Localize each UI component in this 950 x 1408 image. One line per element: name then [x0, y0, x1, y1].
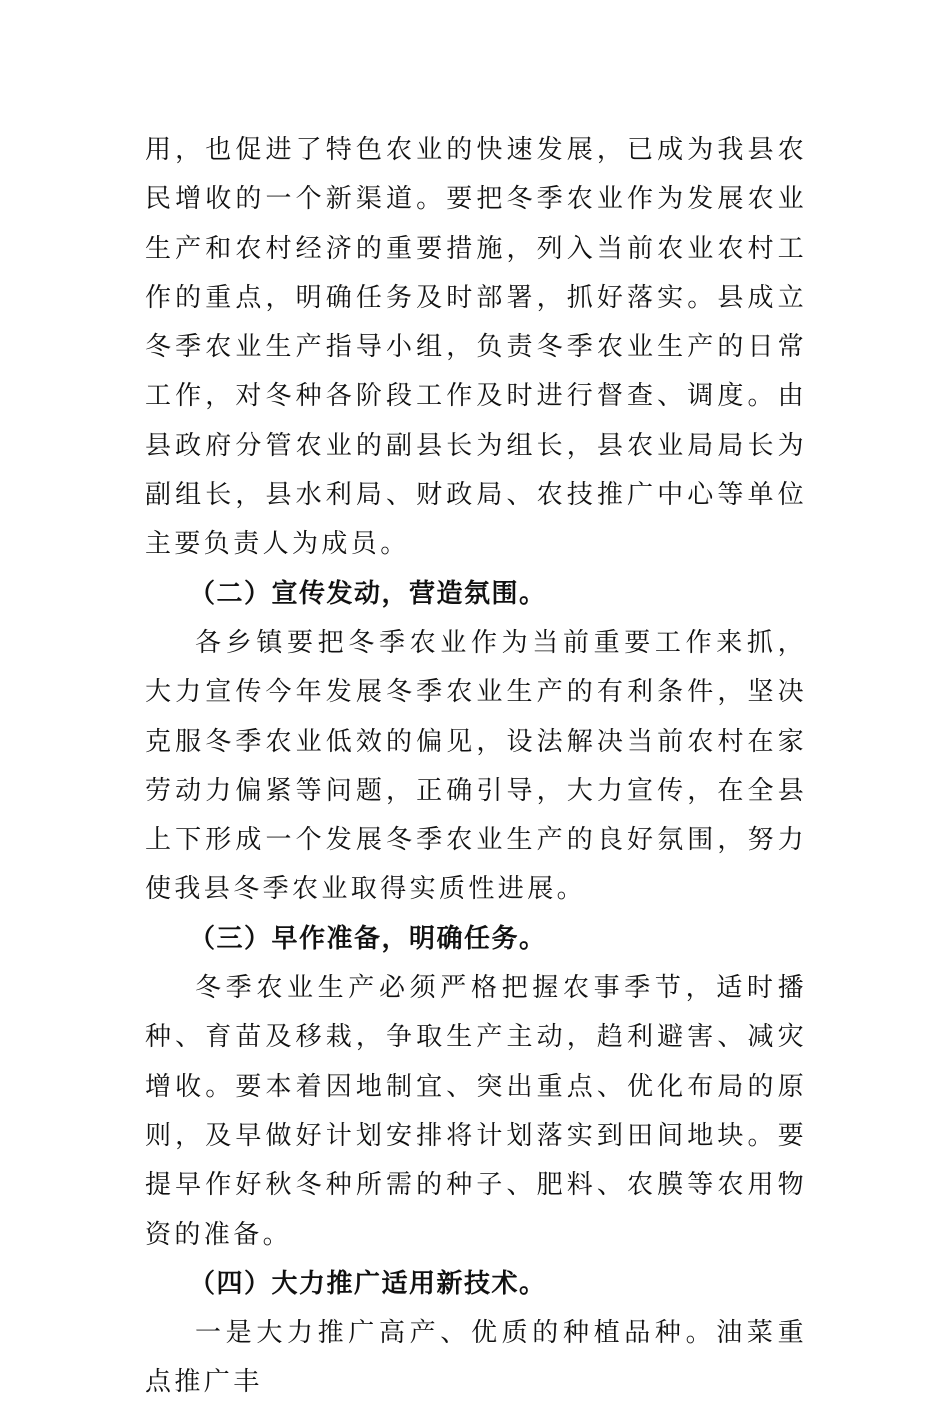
body-paragraph-2: 各乡镇要把冬季农业作为当前重要工作来抓，大力宣传今年发展冬季农业生产的有利条件，坚决克服冬季农业低效的偏见，设法解决当前农村在家劳动力偏紧等问题，正确引导，大力宣传，在全县上下形成一个发展冬季农业生产的良好氛围，努力使我县冬季农业取得实质性进展。 [145, 627, 807, 905]
body-paragraph-1: 用，也促进了特色农业的快速发展，已成为我县农民增收的一个新渠道。要把冬季农业作为发展农业生产和农村经济的重要措施，列入当前农业农村工作的重点，明确任务及时部署，抓好落实。县成立冬季农业生产指导小组，负责冬季农业生产的日常工作，对冬种各阶段工作及时进行督查、调度。由县政府分管农业的副县长为组长，县农业局局长为副组长，县水利局、财政局、农技推广中心等单位主要负责人为成员。 [145, 135, 807, 560]
document-body [145, 126, 807, 1408]
section-heading-3: （三）早作准备，明确任务。 [189, 923, 547, 954]
section-heading-4: （四）大力推广适用新技术。 [189, 1268, 547, 1299]
body-paragraph-4: 一是大力推广高产、优质的种植品种。油菜重点推广丰 [145, 1318, 807, 1398]
body-paragraph-3: 冬季农业生产必须严格把握农事季节，适时播种、育苗及移栽，争取生产主动，趋利避害、减灾增收。要本着因地制宜、突出重点、优化布局的原则，及早做好计划安排将计划落实到田间地块。要提早作好秋冬种所需的种子、肥料、农膜等农用物资的准备。 [145, 973, 807, 1250]
section-heading-2: （二）宣传发动，营造氛围。 [189, 578, 547, 609]
